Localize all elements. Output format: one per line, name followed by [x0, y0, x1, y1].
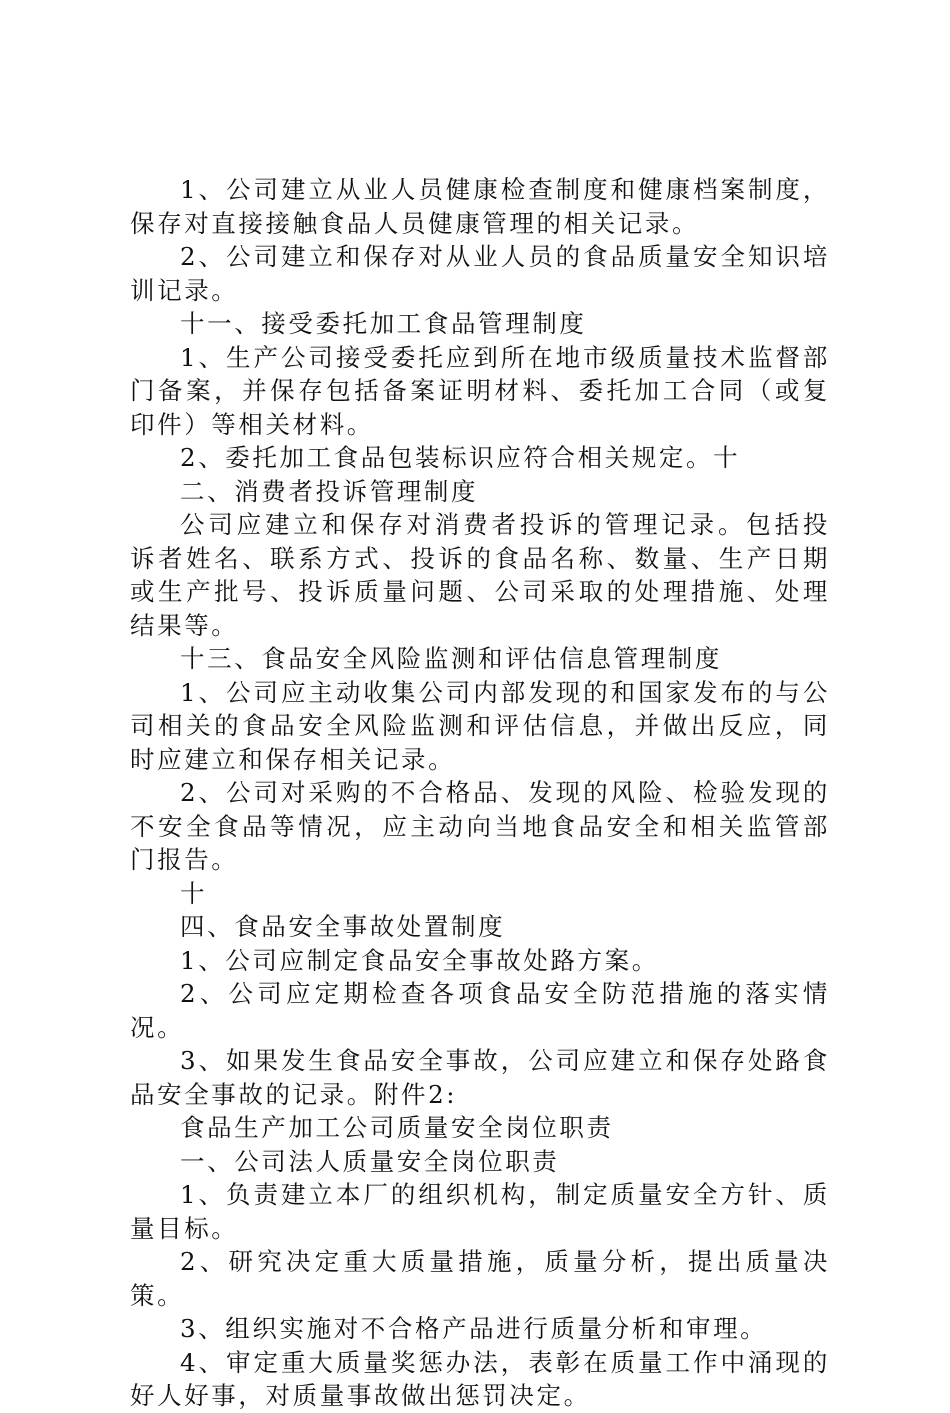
paragraph: 1、生产公司接受委托应到所在地市级质量技术监督部门备案，并保存包括备案证明材料、委托加工合同（或复印件）等相关材料。: [130, 342, 830, 439]
section-heading: 食品生产加工公司质量安全岗位职责: [180, 1113, 614, 1142]
paragraph: 4、审定重大质量奖惩办法，表彰在质量工作中涌现的好人好事，对质量事故做出惩罚决定。: [130, 1347, 830, 1410]
document-body: [130, 173, 830, 1413]
paragraph: 2、公司对采购的不合格品、发现的风险、检验发现的不安全食品等情况，应主动向当地食品安全和相关监管部门报告。: [130, 778, 830, 874]
paragraph: 2、公司应定期检查各项食品安全防范措施的落实情况。: [130, 979, 830, 1042]
paragraph: 十: [180, 878, 208, 908]
paragraph: 2、委托加工食品包装标识应符合相关规定。十: [180, 443, 741, 472]
paragraph: 2、公司建立和保存对从业人员的食品质量安全知识培训记录。: [130, 242, 830, 305]
paragraph: 1、公司建立从业人员健康检查制度和健康档案制度，保存对直接接触食品人员健康管理的相关记录。: [130, 175, 830, 238]
paragraph: 3、组织实施对不合格产品进行质量分析和审理。: [180, 1314, 768, 1343]
section-heading: 十一、接受委托加工食品管理制度: [180, 309, 587, 338]
section-heading: 二、消费者投诉管理制度: [180, 476, 479, 506]
paragraph: 1、公司应制定食品安全事故处路方案。: [180, 945, 659, 975]
paragraph: 3、如果发生食品安全事故，公司应建立和保存处路食品安全事故的记录。附件2:: [130, 1046, 830, 1109]
paragraph: 1、负责建立本厂的组织机构，制定质量安全方针、质量目标。: [130, 1180, 830, 1243]
section-heading: 四、食品安全事故处置制度: [180, 912, 506, 941]
paragraph: 2、研究决定重大质量措施，质量分析，提出质量决策。: [130, 1247, 830, 1310]
section-heading: 十三、食品安全风险监测和评估信息管理制度: [180, 644, 722, 673]
paragraph: 公司应建立和保存对消费者投诉的管理记录。包括投诉者姓名、联系方式、投诉的食品名称、数量、生产日期或生产批号、投诉质量问题、公司采取的处理措施、处理结果等。: [130, 510, 830, 640]
paragraph: 1、公司应主动收集公司内部发现的和国家发布的与公司相关的食品安全风险监测和评估信息，并做出反应，同时应建立和保存相关记录。: [130, 677, 830, 774]
section-heading: 一、公司法人质量安全岗位职责: [180, 1146, 560, 1176]
